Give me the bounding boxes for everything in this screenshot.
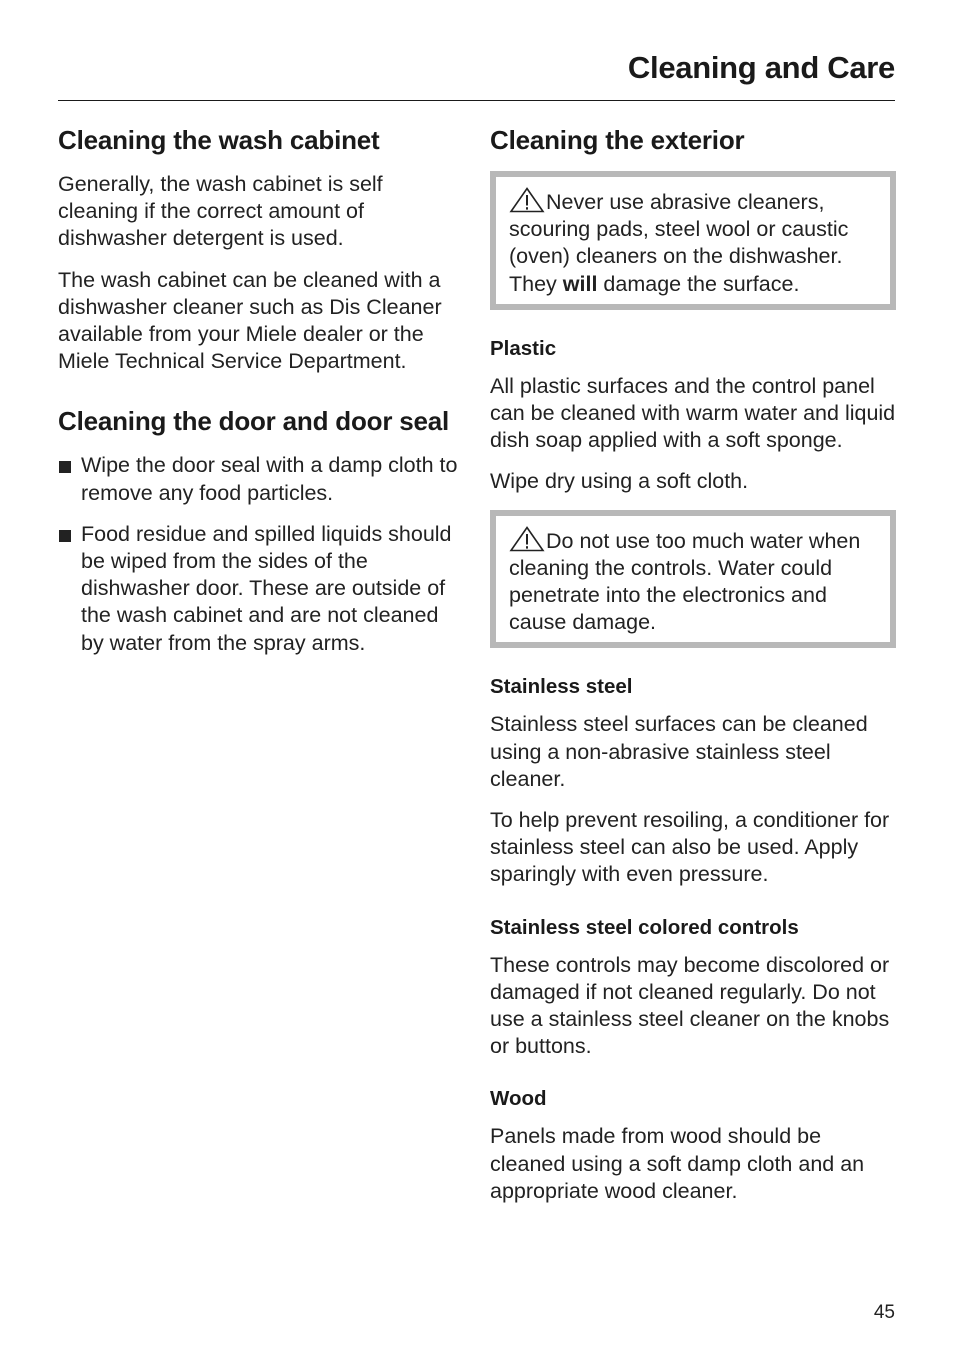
heading-plastic: Plastic bbox=[490, 336, 557, 360]
heading-wood: Wood bbox=[490, 1087, 547, 1111]
list-item-text: Food residue and spilled liquids should be wiped from the sides of the dishwasher door. These are outside of the wash cabinet and are not cleaned by water from the spray arms. bbox=[81, 521, 452, 655]
heading-colored-controls: Stainless steel colored controls bbox=[490, 915, 799, 939]
section-exterior bbox=[490, 124, 896, 310]
right-column bbox=[490, 124, 896, 1219]
warning-box-water bbox=[490, 510, 896, 649]
square-bullet-icon bbox=[59, 461, 71, 473]
warning-text: Do not use too much water when cleaning the controls. Water could penetrate into the electronics and cause damage. bbox=[509, 528, 861, 635]
section-wash-cabinet bbox=[58, 124, 466, 375]
list-item bbox=[58, 452, 466, 506]
page-title: Cleaning and Care bbox=[627, 50, 895, 85]
section-plastic bbox=[490, 336, 896, 649]
square-bullet-icon bbox=[59, 530, 71, 542]
warning-text-end: damage the surface. bbox=[597, 271, 800, 296]
section-stainless-steel bbox=[490, 674, 896, 888]
stainless-paragraph-1: Stainless steel surfaces can be cleaned using a non-abrasive stainless steel cleaner. bbox=[490, 712, 868, 791]
section-wood bbox=[490, 1086, 896, 1205]
section-door-seal bbox=[58, 405, 466, 656]
wash-cabinet-paragraph-1: Generally, the wash cabinet is self cleaning if the correct amount of dishwasher detergent is used. bbox=[58, 172, 383, 251]
door-bullet-list bbox=[58, 452, 466, 656]
left-column bbox=[58, 124, 466, 671]
list-item-text: Wipe the door seal with a damp cloth to remove any food particles. bbox=[81, 453, 458, 505]
stainless-paragraph-2: To help prevent resoiling, a conditioner for stainless steel can also be used. Apply sparingly with even pressure. bbox=[490, 808, 890, 887]
plastic-paragraph-2: Wipe dry using a soft cloth. bbox=[490, 469, 749, 494]
warning-text-start: Never use abrasive cleaners, scouring pads, steel wool or caustic (oven) cleaners on the dishwasher. They bbox=[509, 190, 849, 296]
page-number: 45 bbox=[873, 1302, 895, 1323]
heading-stainless-steel: Stainless steel bbox=[490, 675, 633, 699]
plastic-paragraph-1: All plastic surfaces and the control panel can be cleaned with warm water and liquid dish soap applied with a soft sponge. bbox=[490, 373, 896, 453]
heading-door-seal: Cleaning the door and door seal bbox=[58, 406, 450, 437]
wood-paragraph: Panels made from wood should be cleaned using a soft damp cloth and an appropriate wood cleaner. bbox=[490, 1124, 865, 1203]
warning-text-bold: will bbox=[562, 271, 598, 296]
header-divider bbox=[58, 100, 895, 101]
warning-triangle-icon bbox=[509, 187, 545, 213]
warning-triangle-icon bbox=[509, 526, 545, 552]
warning-box-abrasive bbox=[490, 171, 896, 310]
heading-wash-cabinet: Cleaning the wash cabinet bbox=[58, 125, 380, 155]
heading-exterior: Cleaning the exterior bbox=[490, 125, 745, 155]
list-item bbox=[58, 521, 466, 657]
wash-cabinet-paragraph-2: The wash cabinet can be cleaned with a dishwasher cleaner such as Dis Cleaner available from your Miele dealer or the Miele Technical Service Department. bbox=[58, 267, 442, 374]
colored-controls-paragraph: These controls may become discolored or damaged if not cleaned regularly. Do not use a stainless steel cleaner on the knobs or buttons. bbox=[490, 952, 890, 1059]
section-colored-controls bbox=[490, 915, 896, 1061]
